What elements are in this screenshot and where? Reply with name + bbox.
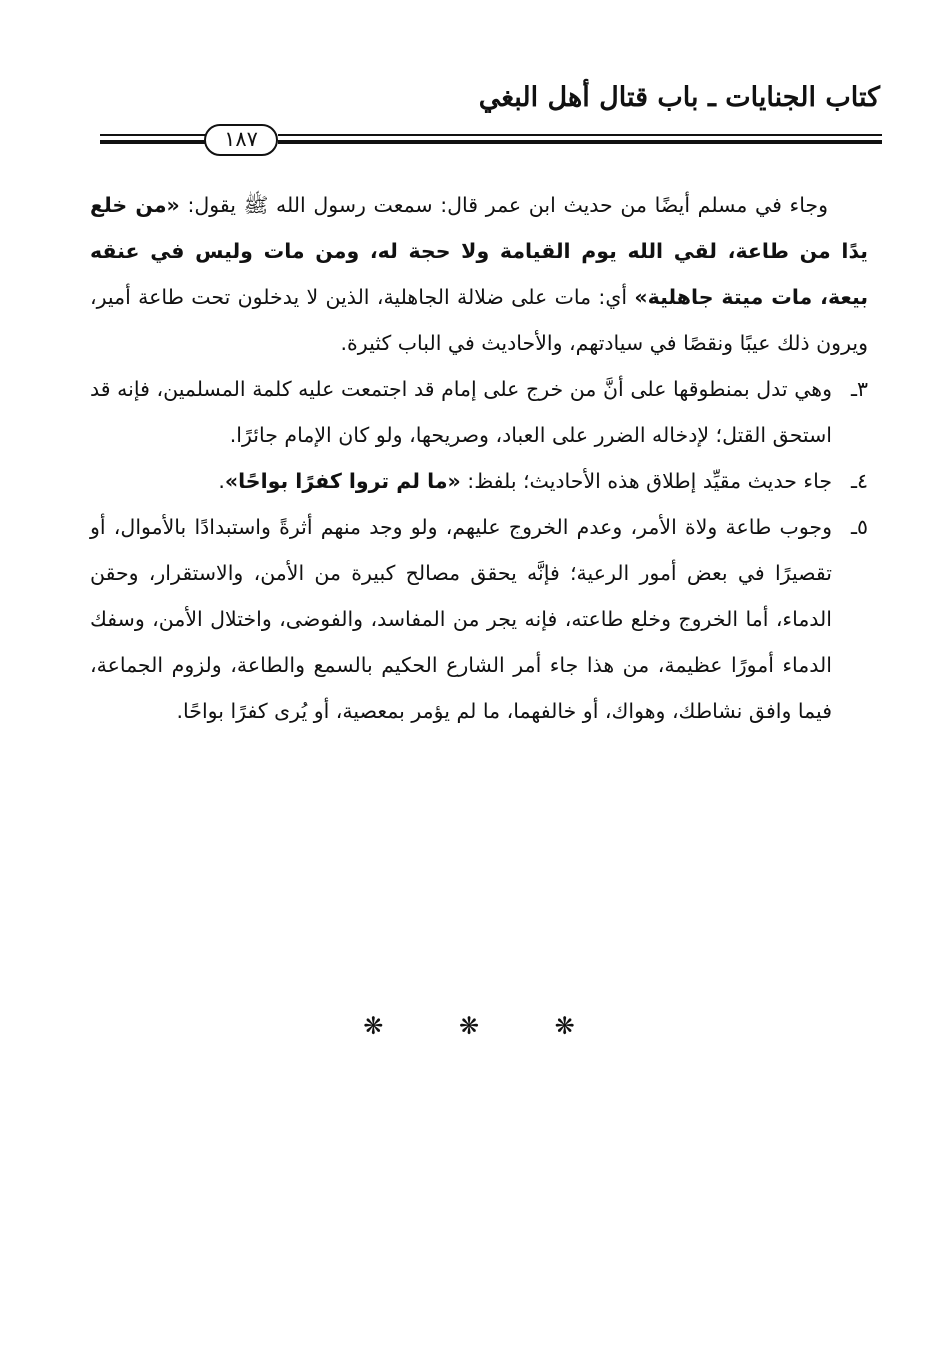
- page-number: ١٨٧: [204, 124, 278, 156]
- paragraph: [90, 182, 868, 366]
- item-number: ٤ـ: [850, 469, 868, 493]
- header-rule-right: [278, 134, 882, 144]
- item-number: ٣ـ: [850, 377, 868, 401]
- list-item-5: [90, 504, 868, 734]
- running-head: كتاب الجنايات ـ باب قتال أهل البغي: [478, 82, 880, 113]
- body-text: [90, 182, 868, 734]
- item-number: ٥ـ: [850, 515, 868, 539]
- item-text: وهي تدل بمنطوقها على أنَّ من خرج على إمام قد اجتمعت عليه كلمة المسلمين، فإنه قد استحق القتل؛ لإدخاله الضرر على العباد، وصريحها، ولو كان الإمام جائرًا.: [90, 377, 832, 447]
- paragraph-tail: أي: مات على ضلالة الجاهلية، الذين لا يدخلون تحت طاعة أمير، ويرون ذلك عيبًا ونقصًا في سيادتهم، والأحاديث في الباب كثيرة.: [90, 285, 868, 355]
- list-item-4: [90, 458, 868, 504]
- hadith-quote: «ما لم تروا كفرًا بواحًا»: [224, 469, 461, 493]
- header-rule: [100, 124, 882, 158]
- paragraph-lead: وجاء في مسلم أيضًا من حديث ابن عمر قال: سمعت رسول الله ﷺ يقول:: [179, 193, 829, 217]
- header-rule-left: [100, 134, 205, 144]
- list-item-3: [90, 366, 868, 458]
- hadith-quote: «من خلع يدًا من طاعة، لقي الله يوم القيامة ولا حجة له، ومن مات وليس في عنقه بيعة، مات ميتة جاهلية»: [90, 193, 869, 309]
- item-text: جاء حديث مقيِّد إطلاق هذه الأحاديث؛ بلفظ:: [460, 469, 832, 493]
- item-text: وجوب طاعة ولاة الأمر، وعدم الخروج عليهم، ولو وجد منهم أثرةً واستبدادًا بالأموال، أو تقصيرًا في بعض أمور الرعية؛ فإنَّه يحقق مصالح كبيرة من الأمن، والاستقرار، وحقن الدماء، أما الخروج وخلع طاعته، فإنه يجر من المفاسد، والفوضى، واختلال الأمن، وسفك الدماء أمورًا عظيمة، من هذا جاء أمر الشارع الحكيم بالسمع والطاعة، ولزوم الجماعة، فيما وافق نشاطك، وهواك، أو خالفهما، ما لم يؤمر بمعصية، أو يُرى كفرًا بواحًا.: [90, 515, 832, 723]
- section-end-ornament: ❋ ❋ ❋: [363, 1012, 609, 1040]
- item-end: .: [218, 469, 225, 493]
